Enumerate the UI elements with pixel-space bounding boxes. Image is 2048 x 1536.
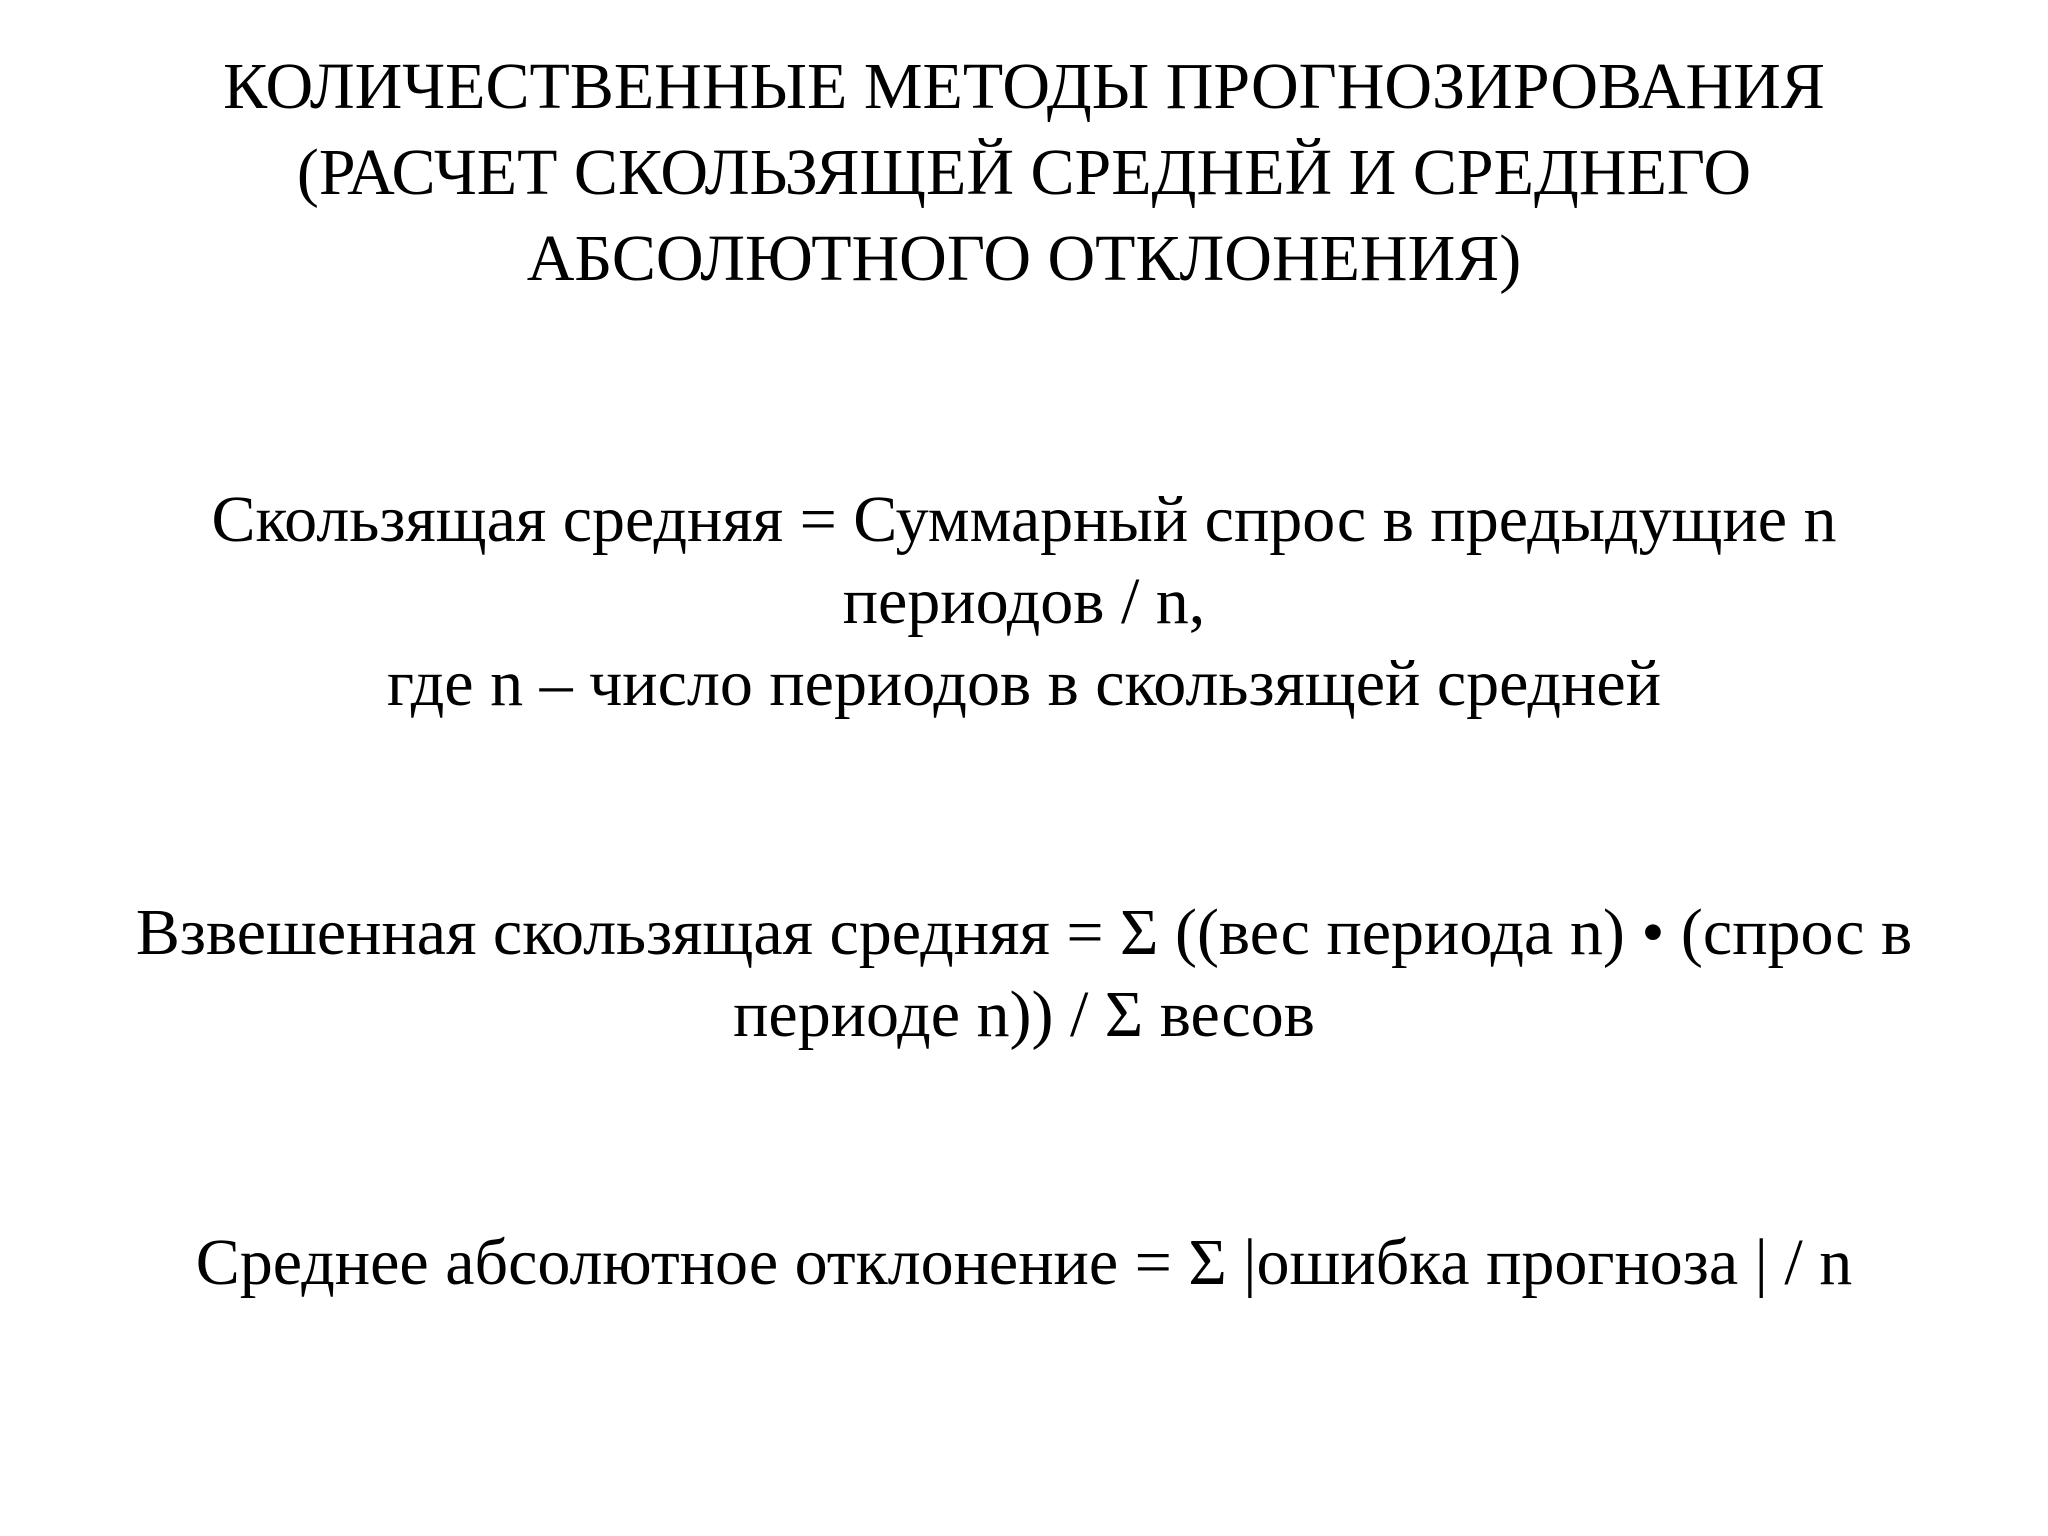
title-line-1: КОЛИЧЕСТВЕННЫЕ МЕТОДЫ ПРОГНОЗИРОВАНИЯ [223,50,1825,123]
weighted-moving-average-formula [60,892,1988,1056]
moving-average-formula [60,479,1988,725]
mean-absolute-deviation-formula [60,1222,1988,1304]
moving-average-line-2: периодов / n, [842,565,1206,638]
moving-average-line-3: где n – число периодов в скользящей средней [386,647,1662,720]
mean-absolute-deviation-line-1: Среднее абсолютное отклонение = Σ |ошибка прогноза | / n [195,1226,1853,1299]
weighted-moving-average-line-2: периоде n)) / Σ весов [733,978,1315,1051]
title-line-2: (РАСЧЕТ СКОЛЬЗЯЩЕЙ СРЕДНЕЙ И СРЕДНЕГО [296,136,1752,209]
weighted-moving-average-line-1: Взвешенная скользящая средняя = Σ ((вес периода n) • (спрос в [135,896,1913,969]
moving-average-line-1: Скользящая средняя = Суммарный спрос в предыдущие n [211,483,1837,556]
slide-title [90,44,1958,302]
title-line-3: АБСОЛЮТНОГО ОТКЛОНЕНИЯ) [526,222,1522,295]
